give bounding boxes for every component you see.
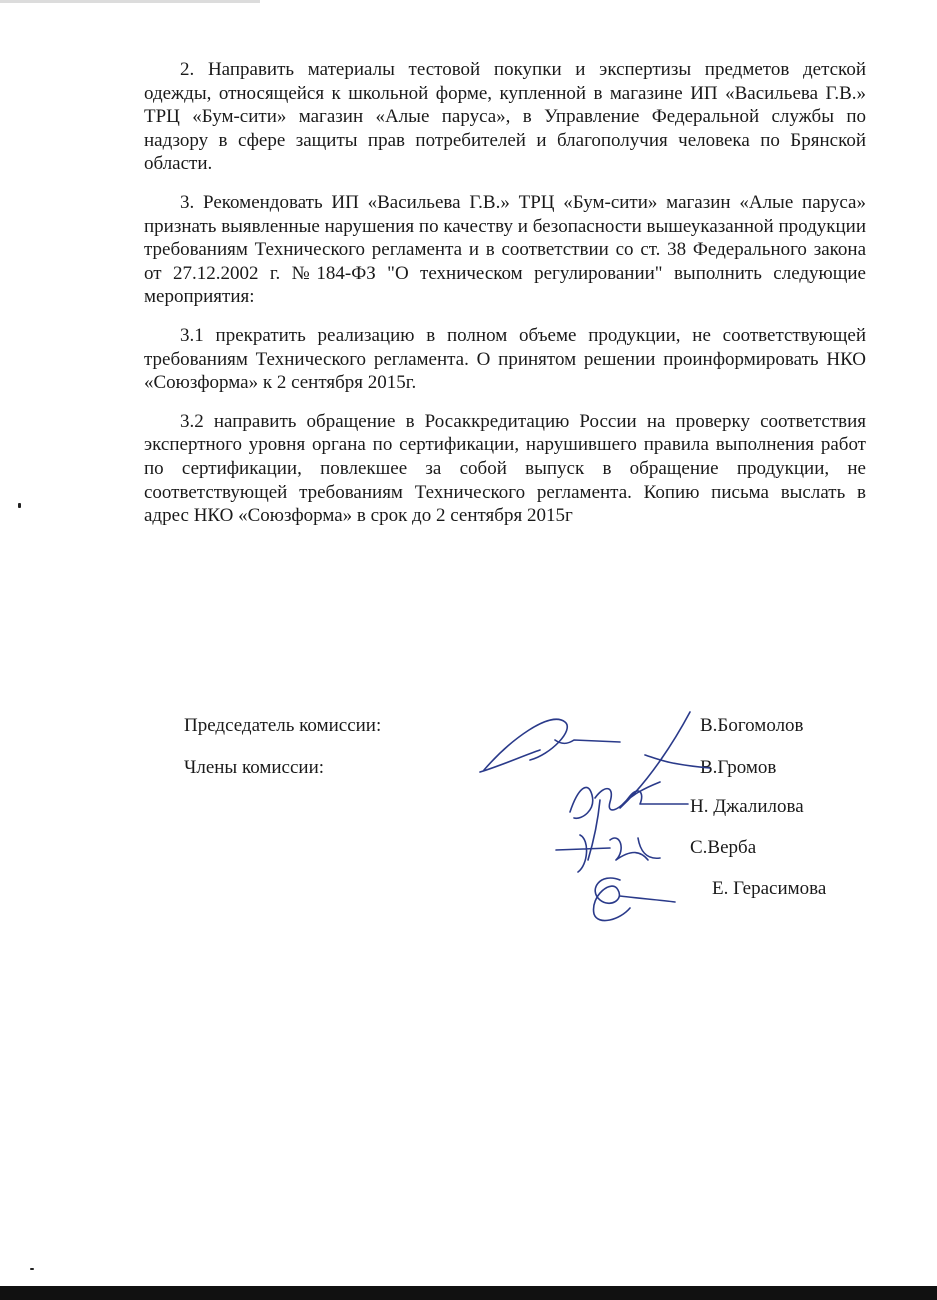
signature-member-1 (620, 712, 710, 808)
signature-member-3 (556, 835, 660, 872)
paragraph-2: 2. Направить материалы тестовой покупки и экспертизы предметов детской одежды, относящейся к школьной форме, купленной в магазине ИП «Васильева Г.В.» ТРЦ «Бум-сити» магазин «Алые паруса», в Управление Федеральной службы по надзору в сфере защиты прав потребителей и благополучия человека по Брянской области. (144, 59, 866, 175)
member-name: В.Громов (700, 757, 777, 778)
members-label: Члены комиссии: (184, 757, 325, 778)
member-name: С.Верба (690, 837, 757, 858)
scan-speck (18, 503, 21, 508)
signature-chair (484, 719, 620, 770)
chair-label: Председатель комиссии: (184, 715, 382, 736)
handwritten-signatures (470, 700, 710, 930)
paragraph-3-2: 3.2 направить обращение в Росаккредитацию России на проверку соответствия экспертного уровня органа по сертификации, нарушившего правила выполнения работ по сертификации, повлекшее за собой выпуск в обращение продукции, не соответствующей требованиям Технического регламента. Копию письма выслать в адрес НКО «Союзформа» в срок до 2 сентября 2015г (144, 410, 866, 527)
signature-member-4 (594, 878, 675, 921)
signature-member-2 (570, 787, 688, 818)
chair-name: В.Богомолов (700, 715, 804, 736)
scan-speck (30, 1268, 34, 1270)
scan-edge-bottom (0, 1286, 937, 1300)
scan-edge-top (0, 0, 260, 3)
document-body (144, 58, 866, 543)
paragraph-3: 3. Рекомендовать ИП «Васильева Г.В.» ТРЦ «Бум-сити» магазин «Алые паруса» признать выявленные нарушения по качеству и безопасности вышеуказанной продукции требованиям Технического регламента и в соответствии со ст. 38 Федерального закона от 27.12.2002 г. №184-ФЗ "О техническом регулировании" выполнить следующие мероприятия: (144, 191, 866, 308)
member-name: Н. Джалилова (690, 796, 804, 817)
member-name: Е. Герасимова (712, 878, 827, 899)
paragraph-3-1: 3.1 прекратить реализацию в полном объеме продукции, не соответствующей требованиям Технического регламента. О принятом решении проинформировать НКО «Союзформа» к 2 сентября 2015г. (144, 324, 866, 394)
signature-chair-stroke (480, 750, 540, 772)
